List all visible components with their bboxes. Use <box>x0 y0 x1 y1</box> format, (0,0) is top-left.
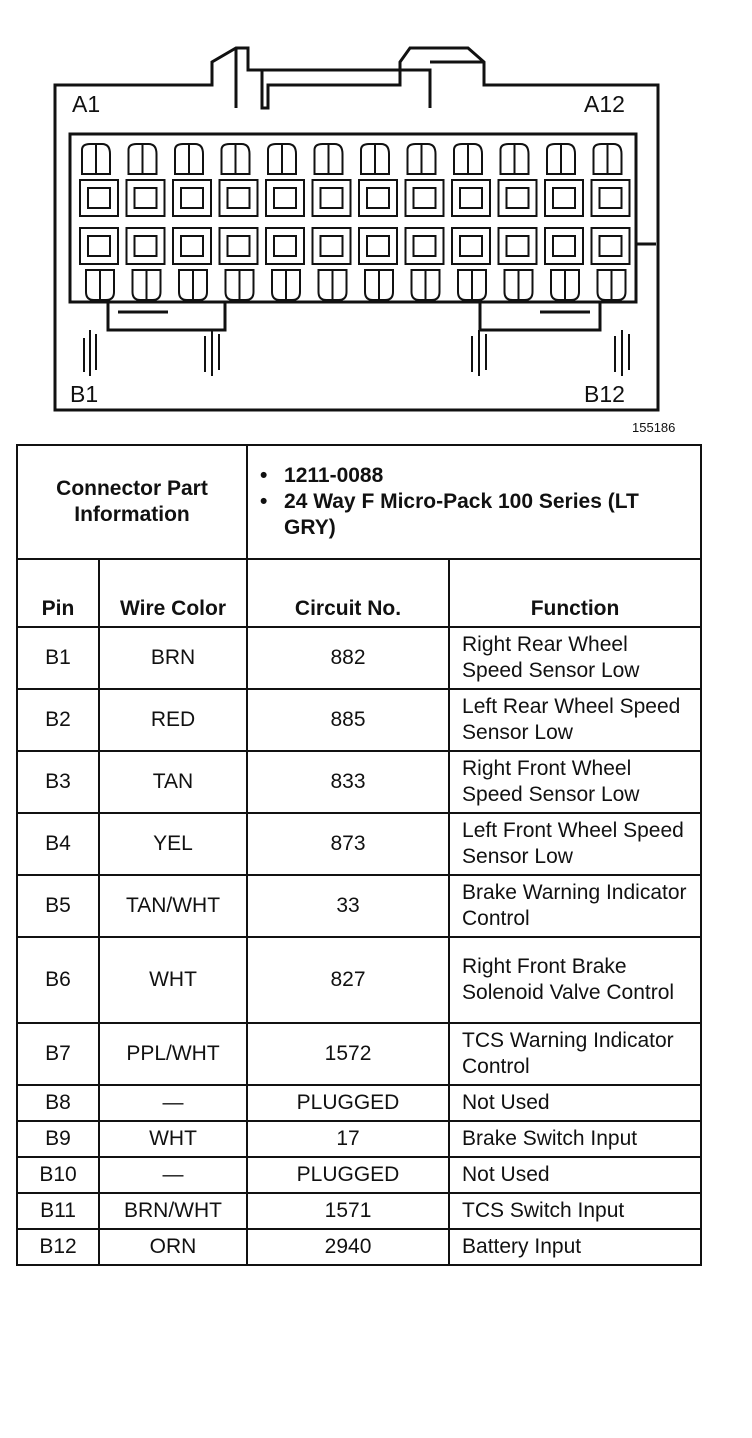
pin-terminal-b-inner <box>460 236 482 256</box>
cell-pin: B1 <box>17 627 99 689</box>
pin-terminal-a <box>266 180 304 216</box>
cell-circuit: 882 <box>247 627 449 689</box>
pin-terminal-a <box>359 180 397 216</box>
pin-terminal-a-inner <box>228 188 250 208</box>
pin-terminal-b-inner <box>414 236 436 256</box>
pin-latch-top <box>454 144 482 174</box>
pin-terminal-b <box>406 228 444 264</box>
col-function: Function <box>449 559 701 627</box>
pin-terminal-a <box>80 180 118 216</box>
pin-terminal-a-inner <box>321 188 343 208</box>
cell-circuit: 1572 <box>247 1023 449 1085</box>
table-row <box>17 937 701 1023</box>
pin-terminal-b <box>127 228 165 264</box>
pin-latch-top <box>547 144 575 174</box>
cell-circuit: 885 <box>247 689 449 751</box>
connector-info-item: • 24 Way F Micro-Pack 100 Series (LT GRY) <box>260 490 639 539</box>
table-row <box>17 627 701 689</box>
pin-latch-bottom <box>458 270 486 300</box>
cell-wire-color: TAN <box>99 751 247 813</box>
pin-latch-top <box>175 144 203 174</box>
cell-function: Right Front Brake Solenoid Valve Control <box>449 937 701 1023</box>
cell-function: Brake Switch Input <box>449 1121 701 1157</box>
pin-terminal-a-inner <box>460 188 482 208</box>
cell-wire-color: BRN/WHT <box>99 1193 247 1229</box>
pin-terminal-a <box>592 180 630 216</box>
cell-wire-color: WHT <box>99 1121 247 1157</box>
pin-latch-bottom <box>319 270 347 300</box>
pin-terminal-b-inner <box>88 236 110 256</box>
connector-info-row <box>17 445 701 559</box>
pin-terminal-a-inner <box>88 188 110 208</box>
pin-latch-bottom <box>505 270 533 300</box>
pin-latch-top <box>361 144 389 174</box>
table-row <box>17 1157 701 1193</box>
pin-terminal-a <box>173 180 211 216</box>
pin-terminal-a <box>127 180 165 216</box>
table-row <box>17 1121 701 1157</box>
cell-pin: B9 <box>17 1121 99 1157</box>
table-row <box>17 1023 701 1085</box>
cell-wire-color: WHT <box>99 937 247 1023</box>
pin-latch-bottom <box>179 270 207 300</box>
pin-terminal-a-inner <box>135 188 157 208</box>
table-row <box>17 875 701 937</box>
connector-info-header: Connector Part Information <box>17 445 247 559</box>
cell-wire-color: BRN <box>99 627 247 689</box>
col-wire-color: Wire Color <box>99 559 247 627</box>
label-b12: B12 <box>584 381 625 407</box>
cell-wire-color: YEL <box>99 813 247 875</box>
cell-pin: B6 <box>17 937 99 1023</box>
figure-number: 155186 <box>632 420 676 435</box>
col-circuit: Circuit No. <box>247 559 449 627</box>
pin-terminal-b <box>220 228 258 264</box>
cell-circuit: 873 <box>247 813 449 875</box>
pin-terminal-a-inner <box>367 188 389 208</box>
cell-wire-color: — <box>99 1157 247 1193</box>
table-row <box>17 813 701 875</box>
pin-terminal-a-inner <box>507 188 529 208</box>
cell-wire-color: ORN <box>99 1229 247 1265</box>
cell-function: Brake Warning Indicator Control <box>449 875 701 937</box>
cell-function: Left Rear Wheel Speed Sensor Low <box>449 689 701 751</box>
pin-latch-top <box>129 144 157 174</box>
pin-terminal-b-inner <box>507 236 529 256</box>
table-row <box>17 689 701 751</box>
pin-terminal-b-inner <box>553 236 575 256</box>
pin-terminal-b <box>173 228 211 264</box>
pin-latch-top <box>501 144 529 174</box>
pin-latch-top <box>82 144 110 174</box>
cell-circuit: 1571 <box>247 1193 449 1229</box>
pin-latch-top <box>315 144 343 174</box>
cell-function: TCS Warning Indicator Control <box>449 1023 701 1085</box>
cell-function: Not Used <box>449 1157 701 1193</box>
pin-terminal-b-inner <box>135 236 157 256</box>
pin-terminal-b <box>545 228 583 264</box>
pin-terminal-b-inner <box>367 236 389 256</box>
cell-circuit: 2940 <box>247 1229 449 1265</box>
cell-circuit: 833 <box>247 751 449 813</box>
pin-terminal-a <box>499 180 537 216</box>
cell-circuit: 827 <box>247 937 449 1023</box>
pin-terminal-a-inner <box>414 188 436 208</box>
cell-circuit: PLUGGED <box>247 1157 449 1193</box>
cell-pin: B11 <box>17 1193 99 1229</box>
cell-pin: B4 <box>17 813 99 875</box>
pin-latch-bottom <box>272 270 300 300</box>
pin-latch-bottom <box>412 270 440 300</box>
cell-wire-color: RED <box>99 689 247 751</box>
cell-pin: B12 <box>17 1229 99 1265</box>
table-row <box>17 1229 701 1265</box>
cell-circuit: 33 <box>247 875 449 937</box>
pin-terminal-a-inner <box>181 188 203 208</box>
cell-wire-color: PPL/WHT <box>99 1023 247 1085</box>
pin-terminal-a-inner <box>274 188 296 208</box>
connector-diagram <box>0 0 752 440</box>
cell-circuit: PLUGGED <box>247 1085 449 1121</box>
pin-terminal-b <box>313 228 351 264</box>
pin-latch-top <box>222 144 250 174</box>
pin-terminal-b <box>359 228 397 264</box>
pin-latch-bottom <box>133 270 161 300</box>
cell-function: TCS Switch Input <box>449 1193 701 1229</box>
pin-terminal-a <box>406 180 444 216</box>
pin-terminal-b <box>80 228 118 264</box>
cell-pin: B2 <box>17 689 99 751</box>
table-row <box>17 1085 701 1121</box>
pin-latch-bottom <box>86 270 114 300</box>
cell-pin: B8 <box>17 1085 99 1121</box>
pin-latch-top <box>594 144 622 174</box>
col-pin: Pin <box>17 559 99 627</box>
table-row <box>17 1193 701 1229</box>
cell-function: Right Front Wheel Speed Sensor Low <box>449 751 701 813</box>
cell-function: Battery Input <box>449 1229 701 1265</box>
pin-terminal-a <box>313 180 351 216</box>
pin-terminal-a-inner <box>553 188 575 208</box>
pin-terminal-b-inner <box>600 236 622 256</box>
pin-latch-bottom <box>365 270 393 300</box>
cell-pin: B7 <box>17 1023 99 1085</box>
pin-latch-top <box>408 144 436 174</box>
label-b1: B1 <box>70 381 99 407</box>
table-row <box>17 751 701 813</box>
cell-pin: B10 <box>17 1157 99 1193</box>
column-header-row <box>17 559 701 627</box>
pin-terminal-b-inner <box>228 236 250 256</box>
pin-latch-top <box>268 144 296 174</box>
pin-terminal-b <box>452 228 490 264</box>
connector-info-item: • 1211-0088 <box>260 464 384 487</box>
cell-pin: B3 <box>17 751 99 813</box>
cell-circuit: 17 <box>247 1121 449 1157</box>
connector-info-list <box>247 445 701 559</box>
label-a1: A1 <box>72 91 101 117</box>
cell-wire-color: — <box>99 1085 247 1121</box>
pin-terminal-b-inner <box>274 236 296 256</box>
cell-pin: B5 <box>17 875 99 937</box>
pin-terminal-b-inner <box>321 236 343 256</box>
pin-terminal-b <box>266 228 304 264</box>
cell-function: Right Rear Wheel Speed Sensor Low <box>449 627 701 689</box>
cell-wire-color: TAN/WHT <box>99 875 247 937</box>
pin-terminal-a <box>452 180 490 216</box>
cell-function: Not Used <box>449 1085 701 1121</box>
pin-terminal-b-inner <box>181 236 203 256</box>
pin-terminal-a <box>545 180 583 216</box>
connector-table <box>16 444 702 1266</box>
pin-latch-bottom <box>551 270 579 300</box>
pin-terminal-b <box>592 228 630 264</box>
label-a12: A12 <box>584 91 625 117</box>
pin-terminal-b <box>499 228 537 264</box>
pin-terminal-a-inner <box>600 188 622 208</box>
cell-function: Left Front Wheel Speed Sensor Low <box>449 813 701 875</box>
pin-latch-bottom <box>226 270 254 300</box>
pin-terminal-a <box>220 180 258 216</box>
pin-latch-bottom <box>598 270 626 300</box>
